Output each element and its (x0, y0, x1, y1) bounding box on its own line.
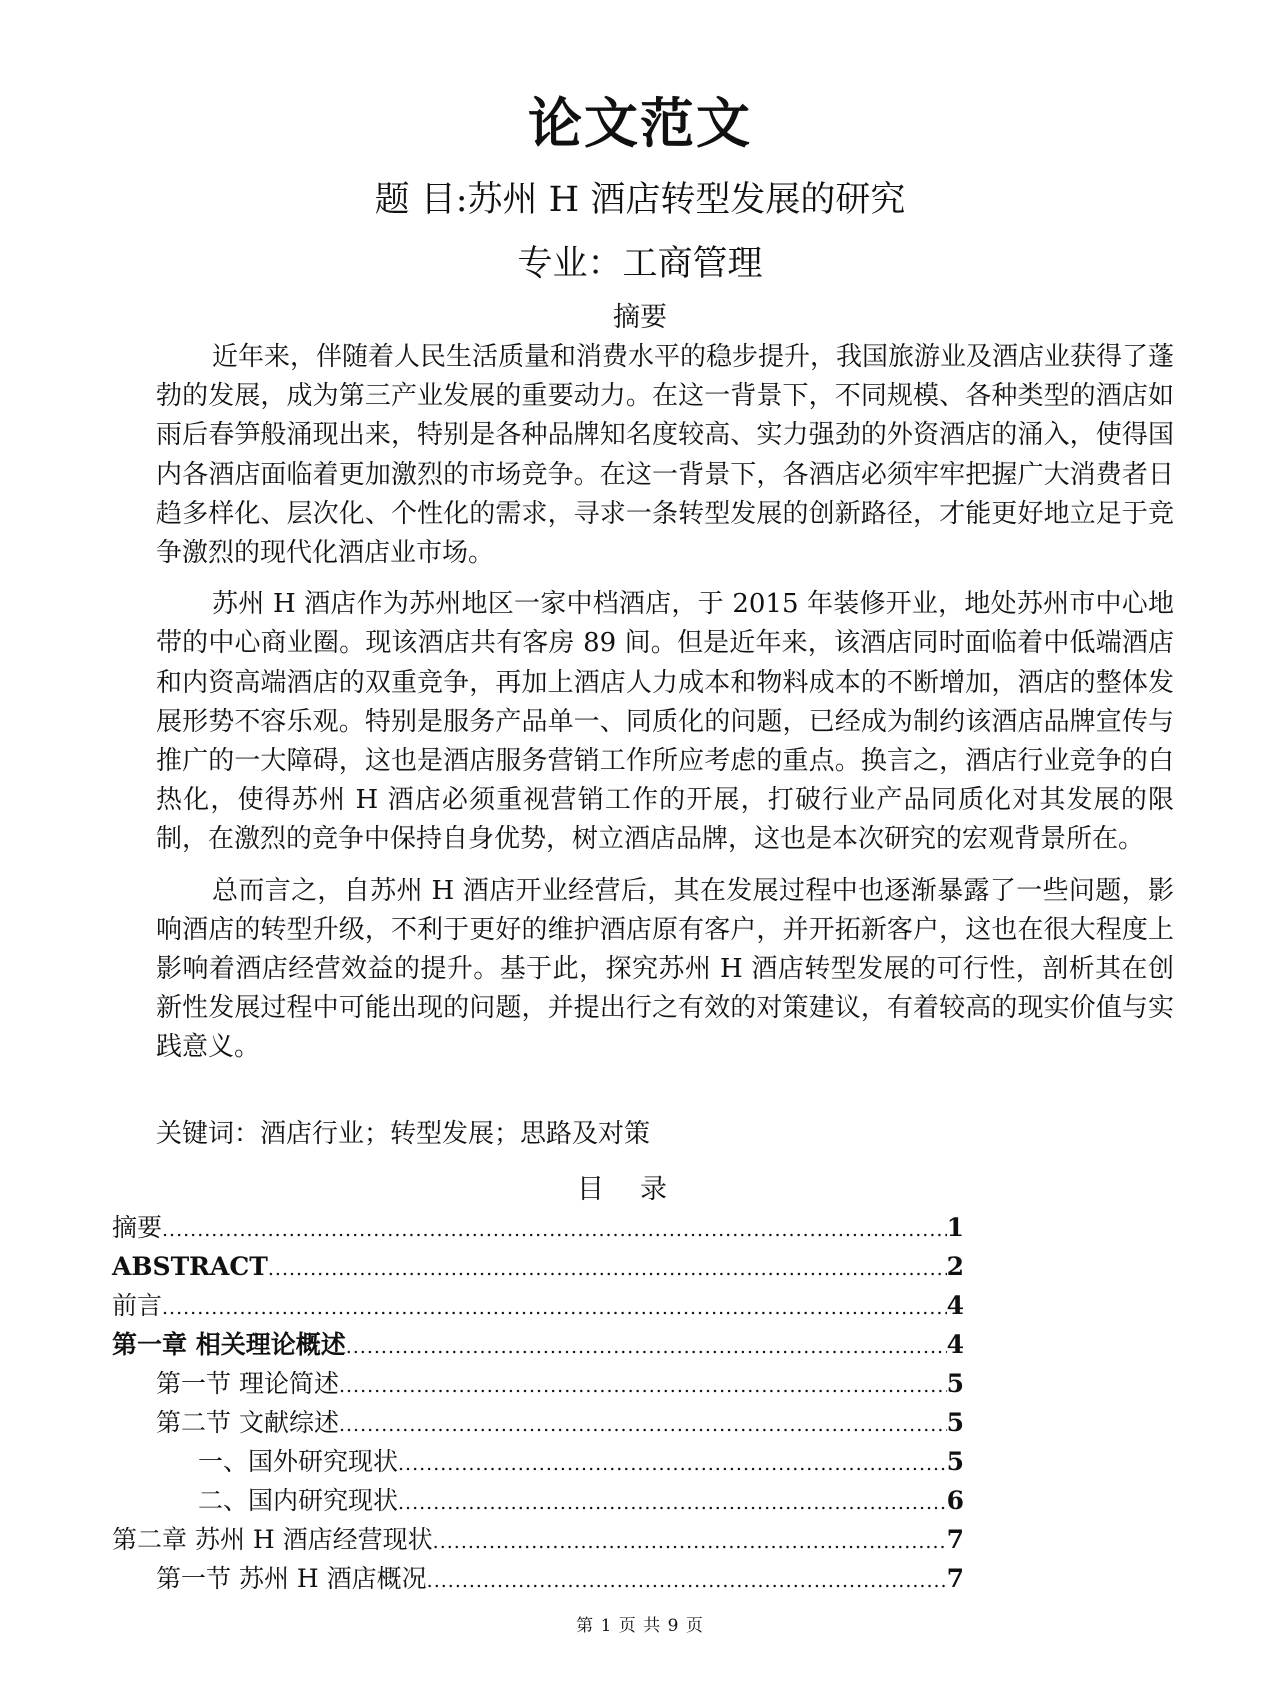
toc-entry-title: 第一章 相关理论概述 (112, 1330, 346, 1359)
page-footer: 第 1 页 共 9 页 (576, 1616, 704, 1636)
toc-entry-page: 5 (946, 1369, 964, 1398)
toc-entry-title: 第一节 苏州 H 酒店概况 (156, 1564, 427, 1593)
toc-entry-foreign-research[interactable] (112, 1442, 964, 1481)
toc-entry-page: 2 (946, 1252, 964, 1281)
toc-entry-title: 前言 (112, 1291, 163, 1320)
toc-entry-title: 二、国内研究现状 (198, 1486, 399, 1515)
keywords-line: 关键词：酒店行业；转型发展；思路及对策 (156, 1119, 651, 1149)
toc-entry-title: 第二节 文献综述 (156, 1408, 339, 1437)
toc-entry-chapter-1-section-2[interactable] (112, 1403, 964, 1442)
toc-entry-domestic-research[interactable] (112, 1481, 964, 1520)
table-of-contents (112, 1208, 964, 1598)
abstract-body (156, 338, 1174, 1080)
toc-entry-title: ABSTRACT (112, 1252, 268, 1281)
toc-entry-chapter-1-section-1[interactable] (112, 1364, 964, 1403)
toc-entry-page: 4 (946, 1291, 964, 1320)
toc-heading: 目录 (577, 1174, 703, 1205)
toc-leader-dots (339, 1367, 947, 1406)
toc-entry-title: 第二章 苏州 H 酒店经营现状 (112, 1525, 433, 1554)
abstract-paragraph-1: 近年来，伴随着人民生活质量和消费水平的稳步提升，我国旅游业及酒店业获得了蓬勃的发展，成为第三产业发展的重要动力。在这一背景下，不同规模、各种类型的酒店如雨后春笋般涌现出来，特别是各种品牌知名度较高、实力强劲的外资酒店的涌入，使得国内各酒店面临着更加激烈的市场竞争。在这一背景下，各酒店必须牢牢把握广大消费者日趋多样化、层次化、个性化的需求，寻求一条转型发展的创新路径，才能更好地立足于竞争激烈的现代化酒店业市场。 (156, 342, 1175, 569)
toc-entry-preface[interactable] (112, 1286, 964, 1325)
toc-leader-dots (346, 1328, 947, 1367)
toc-leader-dots (398, 1484, 947, 1523)
toc-entry-english-abstract[interactable] (112, 1247, 964, 1286)
toc-entry-page: 5 (946, 1408, 964, 1437)
abstract-paragraph-3: 总而言之，自苏州 H 酒店开业经营后，其在发展过程中也逐渐暴露了一些问题，影响酒店的转型升级，不利于更好的维护酒店原有客户，并开拓新客户，这也在很大程度上影响着酒店经营效益的提升。基于此，探究苏州 H 酒店转型发展的可行性，剖析其在创新性发展过程中可能出现的问题，并提出行之有效的对策建议，有着较高的现实价值与实践意义。 (156, 875, 1174, 1063)
abstract-paragraph-2: 苏州 H 酒店作为苏州地区一家中档酒店，于 2015 年装修开业，地处苏州市中心地带的中心商业圈。现该酒店共有客房 89 间。但是近年来，该酒店同时面临着中低端酒店和内资高端酒店的双重竞争，再加上酒店人力成本和物料成本的不断增加，酒店的整体发展形势不容乐观。特别是服务产品单一、同质化的问题，已经成为制约该酒店品牌宣传与推广的一大障碍，这也是酒店服务营销工作所应考虑的重点。换言之，酒店行业竞争的白热化，使得苏州 H 酒店必须重视营销工作的开展，打破行业产品同质化对其发展的限制，在激烈的竞争中保持自身优势，树立酒店品牌，这也是本次研究的宏观背景所在。 (156, 589, 1174, 855)
toc-entry-page: 6 (946, 1486, 964, 1515)
toc-entry-title: 第一节 理论简述 (156, 1369, 339, 1398)
toc-entry-page: 5 (946, 1447, 964, 1476)
toc-leader-dots (427, 1562, 947, 1601)
toc-entry-chapter-2[interactable] (112, 1520, 964, 1559)
toc-entry-title: 摘要 (112, 1213, 163, 1242)
abstract-heading: 摘要 (613, 302, 667, 333)
toc-leader-dots (162, 1289, 947, 1328)
toc-leader-dots (339, 1406, 947, 1445)
toc-leader-dots (268, 1250, 947, 1289)
toc-entry-abstract[interactable] (112, 1208, 964, 1247)
toc-leader-dots (162, 1211, 947, 1250)
thesis-major: 专业：工商管理 (517, 244, 763, 284)
toc-entry-chapter-1[interactable] (112, 1325, 964, 1364)
toc-entry-page: 7 (946, 1525, 964, 1554)
toc-entry-page: 4 (946, 1330, 964, 1359)
toc-entry-title: 一、国外研究现状 (198, 1447, 399, 1476)
toc-entry-page: 1 (946, 1213, 964, 1242)
thesis-topic: 题 目:苏州 H 酒店转型发展的研究 (374, 180, 906, 220)
toc-entry-page: 7 (946, 1564, 964, 1593)
toc-entry-chapter-2-section-1[interactable] (112, 1559, 964, 1598)
document-title: 论文范文 (528, 91, 752, 155)
toc-leader-dots (398, 1445, 947, 1484)
toc-leader-dots (433, 1523, 947, 1562)
